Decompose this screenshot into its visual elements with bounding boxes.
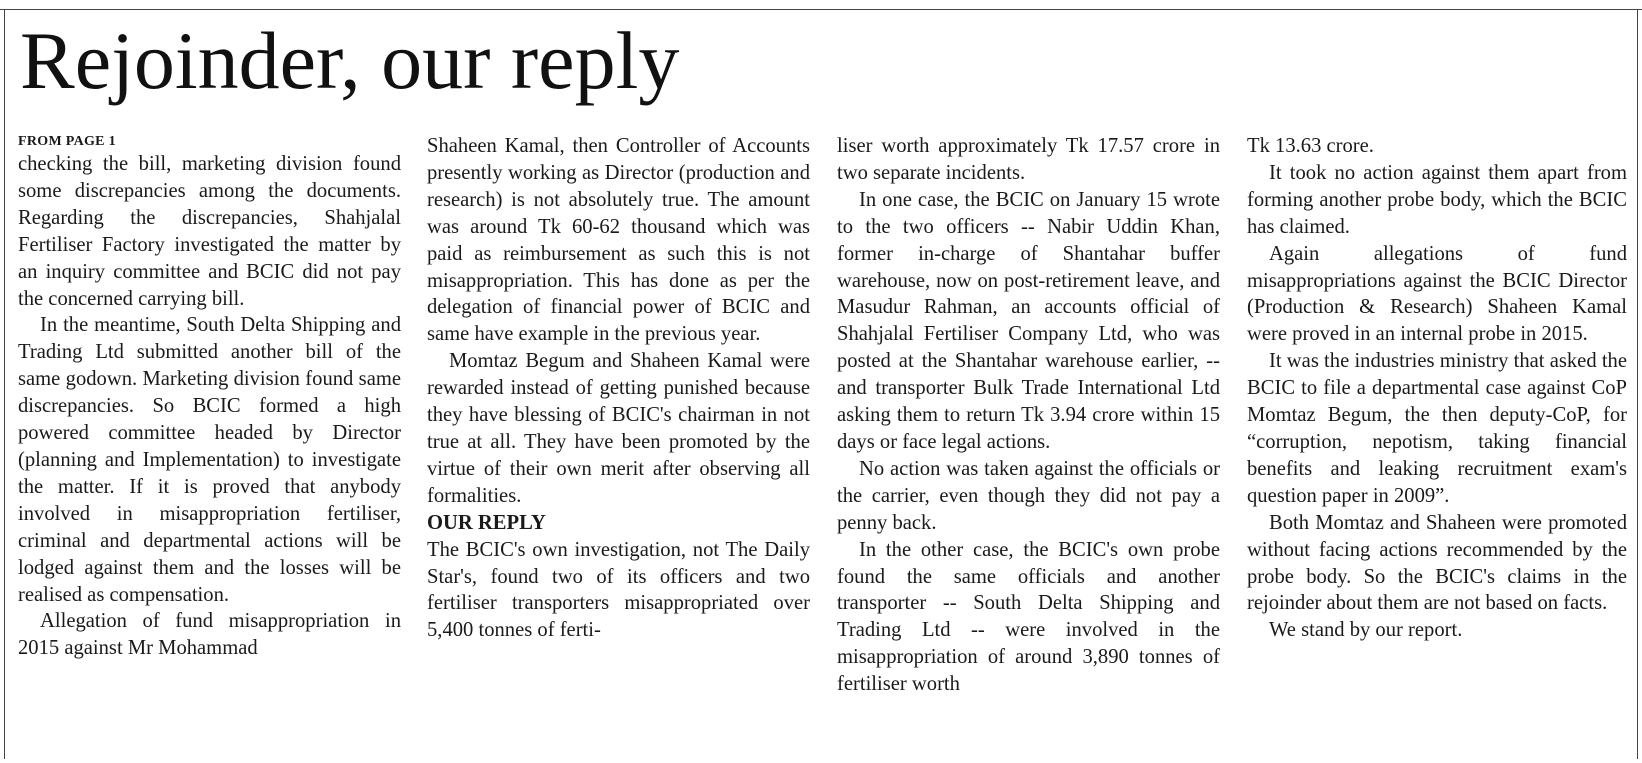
paragraph: Again allegations of fund misappropriations against the BCIC Director (Production & Research) Shaheen Kamal were proved in an internal probe in 2015. bbox=[1247, 242, 1627, 346]
paragraph: Both Momtaz and Shaheen were promoted without facing actions recommended by the probe body. So the BCIC's claims in the rejoinder about them are not based on facts. bbox=[1247, 511, 1627, 615]
article-column-2 bbox=[427, 133, 810, 758]
paragraph: Tk 13.63 crore. bbox=[1247, 135, 1374, 157]
paragraph: In the meantime, South Delta Shipping and Trading Ltd submitted another bill of the same godown. Marketing division found same discrepancies. So BCIC formed a high powered committee headed by Director (planning and Implementation) to investigate the matter. If it is proved that anybody involved in misappropriation fertiliser, criminal and departmental actions will be lodged against them and the losses will be realised as compensation. bbox=[18, 314, 401, 606]
paragraph: Shaheen Kamal, then Controller of Accounts presently working as Director (production and research) is not absolutely true. The amount was around Tk 60-62 thousand which was paid as reimbursement as such this is not misappropriation. This has done as per the delegation of financial power of BCIC and same have example in the previous year. bbox=[427, 135, 810, 346]
paragraph: liser worth approximately Tk 17.57 crore in two separate incidents. bbox=[837, 135, 1220, 184]
right-border bbox=[1637, 9, 1638, 759]
paragraph: checking the bill, marketing division found some discrepancies among the documents. Regarding the discrepancies, Shahjalal Fertiliser Factory investigated the matter by an inquiry committee and BCIC did not pay the concerned carrying bill. bbox=[18, 153, 401, 310]
article-column-3 bbox=[837, 133, 1220, 758]
paragraph: The BCIC's own investigation, not The Daily Star's, found two of its officers and two fertiliser transporters misappropriated over 5,400 tonnes of ferti- bbox=[427, 538, 810, 642]
paragraph: It was the industries ministry that asked the BCIC to file a departmental case against CoP Momtaz Begum, the then deputy-CoP, for “corruption, nepotism, taking financial benefits and leaking recruitment exam's question paper in 2009”. bbox=[1247, 350, 1627, 507]
top-rule bbox=[0, 9, 1642, 10]
paragraph: It took no action against them apart from forming another probe body, which the BCIC has claimed. bbox=[1247, 161, 1627, 238]
article-headline: Rejoinder, our reply bbox=[20, 15, 680, 106]
paragraph: In the other case, the BCIC's own probe found the same officials and another transporter -- South Delta Shipping and Trading Ltd -- were involved in the misappropriation of around 3,890 tonnes of fertiliser worth bbox=[837, 538, 1220, 696]
paragraph: No action was taken against the officials or the carrier, even though they did not pay a penny back. bbox=[837, 457, 1220, 534]
paragraph: Allegation of fund misappropriation in 2015 against Mr Mohammad bbox=[18, 610, 401, 660]
section-subhead: OUR REPLY bbox=[427, 511, 546, 534]
left-border bbox=[4, 9, 5, 759]
kicker: FROM PAGE 1 bbox=[18, 134, 116, 149]
paragraph: In one case, the BCIC on January 15 wrote to the two officers -- Nabir Uddin Khan, former in-charge of Shantahar buffer warehouse, now on post-retirement leave, and Masudur Rahman, an accounts official of Shahjalal Fertiliser Company Ltd, who was posted at the Shantahar warehouse earlier, -- and transporter Bulk Trade International Ltd asking them to return Tk 3.94 crore within 15 days or face legal actions. bbox=[837, 188, 1220, 453]
article-column-1 bbox=[18, 133, 401, 758]
paragraph: Momtaz Begum and Shaheen Kamal were rewarded instead of getting punished because they have blessing of BCIC's chairman in not true at all. They have been promoted by the virtue of their own merit after observing all formalities. bbox=[427, 350, 810, 507]
paragraph: We stand by our report. bbox=[1269, 619, 1463, 642]
article-column-4 bbox=[1247, 133, 1627, 758]
